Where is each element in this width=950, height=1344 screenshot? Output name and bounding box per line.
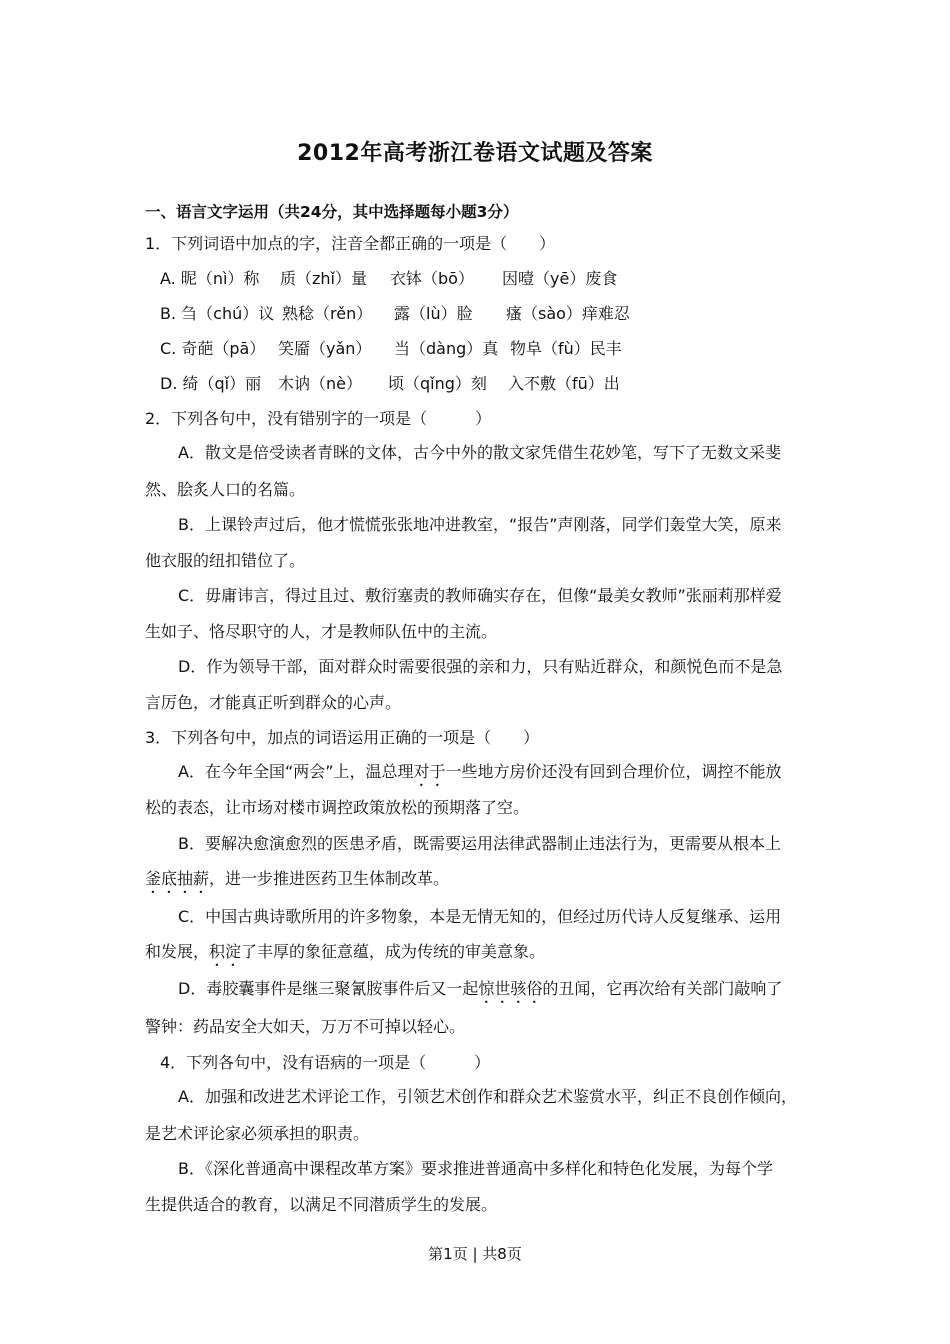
question-2-option-d: D．作为领导干部，面对群众时需要很强的亲和力，只有贴近群众，和颜悦色而不是急 — [178, 657, 783, 676]
question-2-option-c: C．毋庸讳言，得过且过、敷衍塞责的教师确实存在，但像“最美女教师”张丽莉那样爱 — [178, 586, 782, 605]
question-4-option-a: A．加强和改进艺术评论工作，引领艺术创作和群众艺术鉴赏水平，纠正不良创作倾向， — [178, 1087, 797, 1106]
question-4-option-a-cont: 是艺术评论家必须承担的职责。 — [145, 1124, 370, 1143]
emphasized-phrase: 对于 — [413, 762, 446, 781]
question-4-option-b: B．《深化普通高中课程改革方案》要求推进普通高中多样化和特色化发展，为每个学 — [178, 1159, 773, 1178]
question-3-option-a-cont: 松的表态，让市场对楼市调控政策放松的预期落了空。 — [145, 798, 530, 817]
question-2-option-a-cont: 然、脍炙人口的名篇。 — [145, 480, 306, 499]
section-heading: 一、语言文字运用（共24分，其中选择题每小题3分） — [145, 203, 519, 221]
emphasized-phrase: 积淀 — [209, 942, 242, 961]
question-3-option-b: B．要解决愈演愈烈的医患矛盾，既需要运用法律武器制止违法行为，更需要从根本上 — [178, 834, 781, 853]
question-3-option-a: A．在今年全国“两会”上，温总理对于一些地方房价还没有回到合理价位，调控不能放 — [178, 762, 782, 781]
question-3-stem: 3．下列各句中，加点的词语运用正确的一项是（ ） — [145, 728, 540, 747]
question-2-option-b: B．上课铃声过后，他才慌慌张张地冲进教室，“报告”声刚落，同学们轰堂大笑，原来 — [178, 515, 782, 534]
question-1-option-b: B. 刍（chú）议 熟稔（rěn） 露（lù）脸 瘙（sào）痒难忍 — [160, 304, 630, 323]
page-footer: 第1页 | 共8页 — [428, 1245, 522, 1263]
question-1-option-a: A. 昵（nì）称 质（zhǐ）量 衣钵（bō） 因噎（yē）废食 — [160, 269, 618, 288]
question-3-option-c-cont: 和发展，积淀了丰厚的象征意蕴，成为传统的审美意象。 — [145, 942, 546, 961]
question-4-option-b-cont: 生提供适合的教育，以满足不同潜质学生的发展。 — [145, 1195, 498, 1214]
question-2-option-d-cont: 言厉色，才能真正听到群众的心声。 — [145, 693, 402, 712]
question-3-option-b-cont: 釜底抽薪，进一步推进医药卫生体制改革。 — [145, 869, 450, 888]
emphasized-phrase: 惊世骇俗 — [478, 979, 543, 998]
question-1-stem: 1．下列词语中加点的字，注音全都正确的一项是（ ） — [145, 234, 556, 253]
question-3-option-d: D．毒胶囊事件是继三聚氰胺事件后又一起惊世骇俗的丑闻，它再次给有关部门敲响了 — [178, 979, 783, 998]
question-3-option-c: C．中国古典诗歌所用的许多物象，本是无情无知的，但经过历代诗人反复继承、运用 — [178, 907, 782, 926]
question-2-option-b-cont: 他衣服的纽扣错位了。 — [145, 551, 306, 570]
emphasized-phrase: 釜底抽薪 — [145, 869, 210, 888]
question-4-stem: 4．下列各句中，没有语病的一项是（ ） — [160, 1053, 491, 1072]
question-3-option-d-cont: 警钟：药品安全大如天，万万不可掉以轻心。 — [145, 1017, 466, 1036]
question-1-option-c: C. 奇葩（pā） 笑靥（yǎn） 当（dàng）真 物阜（fù）民丰 — [160, 339, 622, 358]
question-2-option-a: A．散文是倍受读者青眯的文体，古今中外的散文家凭借生花妙笔，写下了无数文采斐 — [178, 443, 781, 462]
question-2-option-c-cont: 生如子、恪尽职守的人，才是教师队伍中的主流。 — [145, 622, 498, 641]
question-1-option-d: D. 绮（qǐ）丽 木讷（nè） 顷（qǐng）刻 入不敷（fū）出 — [160, 374, 620, 393]
question-2-stem: 2．下列各句中，没有错别字的一项是（ ） — [145, 409, 492, 428]
page-title: 2012年高考浙江卷语文试题及答案 — [297, 141, 653, 166]
